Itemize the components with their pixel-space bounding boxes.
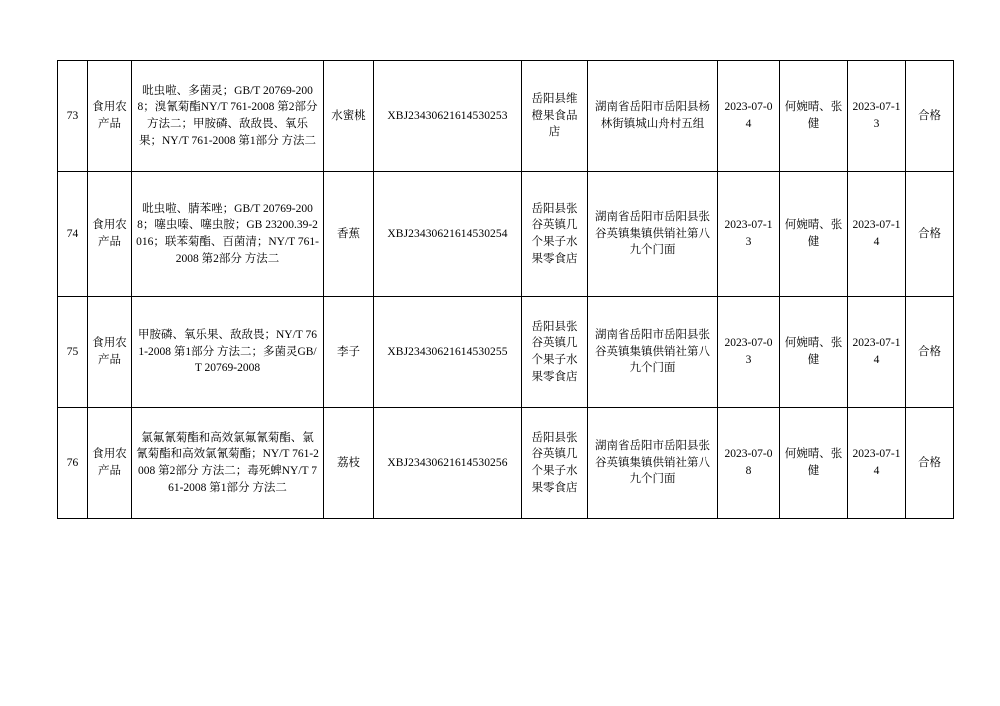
- inspectors: 何婉晴、张健: [780, 61, 848, 172]
- inspectors: 何婉晴、张健: [780, 408, 848, 519]
- table-row: [58, 172, 954, 297]
- row-index: 76: [58, 408, 88, 519]
- report-date: 2023-07-14: [848, 408, 906, 519]
- sampled-org-name: 岳阳县张谷英镇几个果子水果零食店: [522, 408, 588, 519]
- sampled-org-address: 湖南省岳阳市岳阳县张谷英镇集镇供销社第八九个门面: [588, 297, 718, 408]
- food-name: 香蕉: [324, 172, 374, 297]
- food-category: 食用农产品: [88, 297, 132, 408]
- conclusion: 合格: [906, 408, 954, 519]
- conclusion: 合格: [906, 297, 954, 408]
- inspection-basis: 吡虫啦、腈苯唑；GB/T 20769-2008；噻虫嗪、噻虫胺；GB 23200.39-2016；联苯菊酯、百菌清；NY/T 761-2008 第2部分 方法二: [132, 172, 324, 297]
- sample-code: XBJ23430621614530254: [374, 172, 522, 297]
- inspection-results-table: [57, 60, 954, 519]
- inspectors: 何婉晴、张健: [780, 297, 848, 408]
- sampling-date: 2023-07-13: [718, 172, 780, 297]
- row-index: 75: [58, 297, 88, 408]
- sample-code: XBJ23430621614530256: [374, 408, 522, 519]
- food-name: 荔枝: [324, 408, 374, 519]
- report-date: 2023-07-13: [848, 61, 906, 172]
- table-row: [58, 408, 954, 519]
- sampled-org-name: 岳阳县维橙果食品店: [522, 61, 588, 172]
- table-row: [58, 61, 954, 172]
- inspection-basis: 吡虫啦、多菌灵；GB/T 20769-2008；溴氰菊酯NY/T 761-2008 第2部分 方法二；甲胺磷、敌敌畏、氧乐果；NY/T 761-2008 第1部分 方法二: [132, 61, 324, 172]
- food-name: 李子: [324, 297, 374, 408]
- sampled-org-name: 岳阳县张谷英镇几个果子水果零食店: [522, 172, 588, 297]
- report-date: 2023-07-14: [848, 172, 906, 297]
- food-category: 食用农产品: [88, 172, 132, 297]
- sampling-date: 2023-07-04: [718, 61, 780, 172]
- sampled-org-name: 岳阳县张谷英镇几个果子水果零食店: [522, 297, 588, 408]
- sample-code: XBJ23430621614530253: [374, 61, 522, 172]
- sampling-date: 2023-07-08: [718, 408, 780, 519]
- row-index: 73: [58, 61, 88, 172]
- inspection-basis: 甲胺磷、氧乐果、敌敌畏；NY/T 761-2008 第1部分 方法二；多菌灵GB/T 20769-2008: [132, 297, 324, 408]
- food-category: 食用农产品: [88, 408, 132, 519]
- sampling-date: 2023-07-03: [718, 297, 780, 408]
- sampled-org-address: 湖南省岳阳市岳阳县张谷英镇集镇供销社第八九个门面: [588, 172, 718, 297]
- food-category: 食用农产品: [88, 61, 132, 172]
- report-date: 2023-07-14: [848, 297, 906, 408]
- sample-code: XBJ23430621614530255: [374, 297, 522, 408]
- conclusion: 合格: [906, 61, 954, 172]
- food-name: 水蜜桃: [324, 61, 374, 172]
- inspection-table-wrapper: [57, 60, 943, 519]
- inspectors: 何婉晴、张健: [780, 172, 848, 297]
- row-index: 74: [58, 172, 88, 297]
- table-row: [58, 297, 954, 408]
- sampled-org-address: 湖南省岳阳市岳阳县杨林街镇城山舟村五组: [588, 61, 718, 172]
- conclusion: 合格: [906, 172, 954, 297]
- inspection-basis: 氯氟氰菊酯和高效氯氟氰菊酯、氯氰菊酯和高效氯氰菊酯；NY/T 761-2008 第2部分 方法二；毒死蜱NY/T 761-2008 第1部分 方法二: [132, 408, 324, 519]
- sampled-org-address: 湖南省岳阳市岳阳县张谷英镇集镇供销社第八九个门面: [588, 408, 718, 519]
